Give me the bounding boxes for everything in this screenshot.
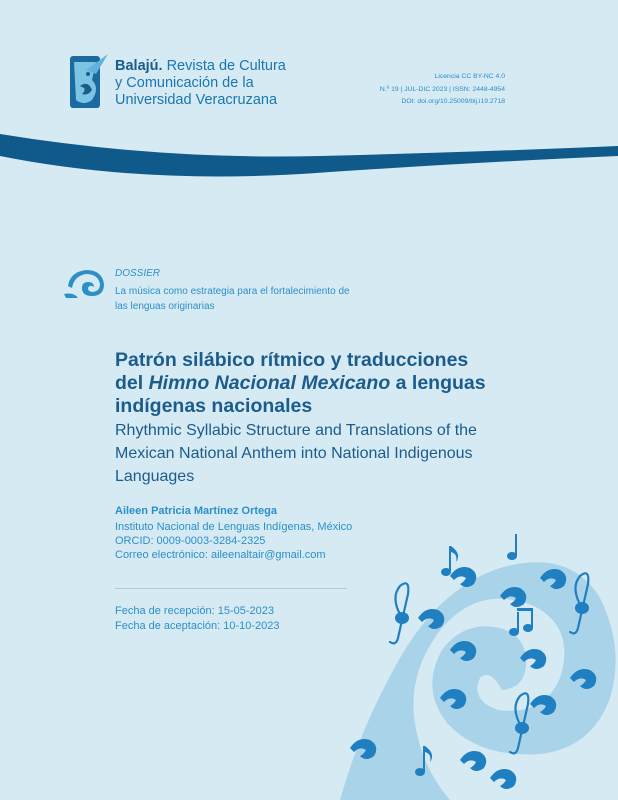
author-email[interactable]: Correo electrónico: aileenaltair@gmail.com	[115, 549, 326, 561]
title-spanish-line-3: indígenas nacionales	[115, 395, 313, 417]
title-english-line-3: Languages	[115, 468, 195, 485]
doi-link[interactable]: DOI: doi.org/10.25009/blj.i19.2718	[401, 98, 505, 105]
dossier-label: DOSSIER	[115, 268, 161, 279]
author-name: Aileen Patricia Martínez Ortega	[115, 505, 277, 517]
journal-title-line-2: y Comunicación de la	[115, 75, 254, 91]
author-institution: Instituto Nacional de Lenguas Indígenas, México	[115, 521, 353, 533]
journal-title-line-3: Universidad Veracruzana	[115, 92, 278, 108]
dossier-swirl-icon	[64, 264, 110, 300]
issue-info: N.º 19 | JUL-DIC 2023 | ISSN: 2448-4954	[379, 86, 505, 93]
section-divider	[115, 588, 347, 589]
header-wave-band	[0, 126, 618, 190]
date-received: Fecha de recepción: 15-05-2023	[115, 605, 274, 617]
author-orcid[interactable]: ORCID: 0009-0003-3284-2325	[115, 535, 266, 547]
title-spanish-line-2: del Himno Nacional Mexicano a lenguas	[115, 372, 486, 394]
decorative-music-swirl	[330, 528, 618, 800]
title-spanish-line-1: Patrón silábico rítmico y traducciones	[115, 349, 469, 371]
dossier-topic-line-2: las lenguas originarias	[115, 301, 215, 312]
title-english-line-2: Mexican National Anthem into National Indigenous	[115, 445, 473, 462]
dossier-topic-line-1: La música como estrategia para el fortalecimiento de	[115, 286, 350, 297]
date-accepted: Fecha de aceptación: 10-10-2023	[115, 620, 280, 632]
journal-logo-icon	[66, 52, 110, 112]
title-english-line-1: Rhythmic Syllabic Structure and Translations of the	[115, 422, 477, 439]
journal-title-line-1: Balajú. Revista de Cultura	[115, 58, 286, 74]
license-info: Licencia CC BY-NC 4.0	[434, 73, 505, 80]
